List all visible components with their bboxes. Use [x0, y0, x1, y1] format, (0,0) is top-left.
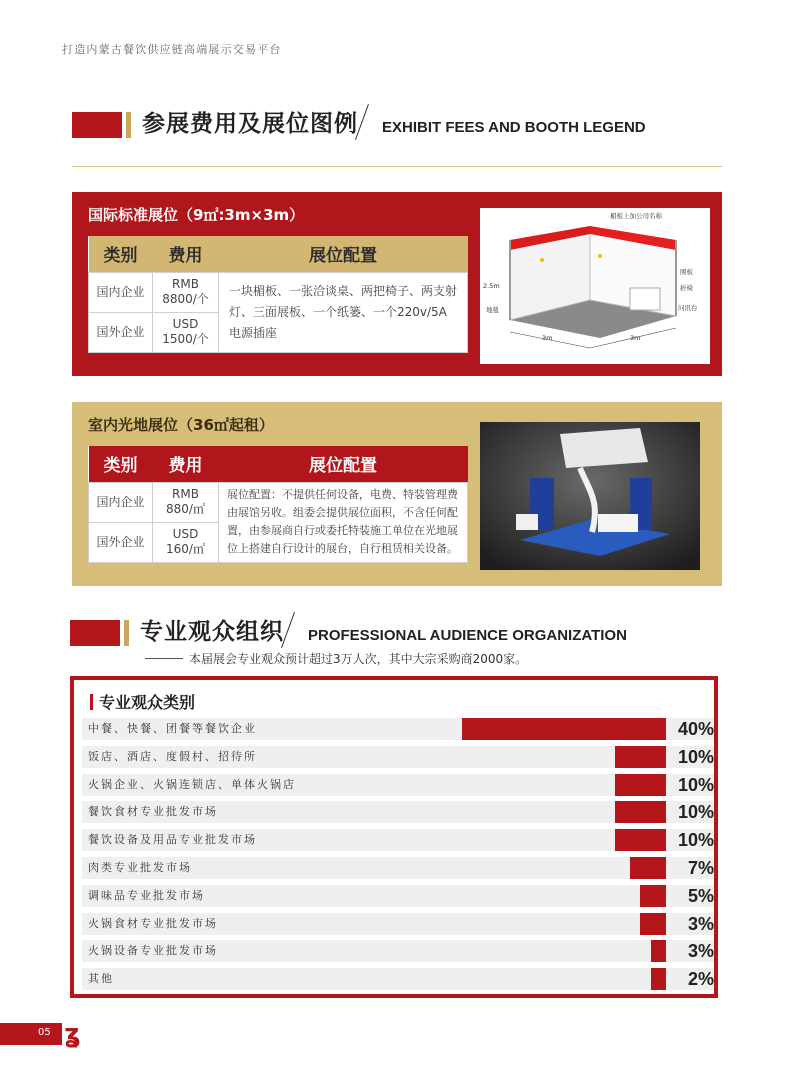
chart-row — [82, 940, 714, 962]
chart-bar — [615, 801, 666, 823]
row-config: 一块楣板、一张洽谈桌、两把椅子、两支射灯、三面展板、一个纸篓、一个220v/5A电源插座 — [219, 272, 468, 352]
row-fee — [153, 312, 219, 352]
table-row — [89, 272, 468, 312]
title-mark — [90, 694, 93, 710]
label-carpet: 地毯 — [486, 306, 499, 314]
standard-booth-panel — [72, 192, 722, 376]
render-counter — [598, 514, 638, 532]
render-desk — [516, 514, 538, 530]
section-header-audience — [0, 612, 627, 646]
chart-bar — [462, 718, 666, 740]
chart-row-label: 肉类专业批发市场 — [88, 860, 192, 874]
chart-row-label: 调味品专业批发市场 — [88, 888, 205, 902]
raw-space-table — [88, 446, 468, 563]
title-slash — [286, 612, 304, 646]
col-fee: 费用 — [153, 446, 219, 482]
table-header-row — [89, 446, 468, 482]
chart-row — [82, 718, 714, 740]
chart-title-text: 专业观众类别 — [99, 693, 196, 712]
footer-bar — [0, 1023, 62, 1045]
chart-row-label: 餐饮食材专业批发市场 — [88, 805, 218, 819]
chart-value-label: 2% — [687, 969, 714, 990]
booth-light — [598, 254, 602, 258]
audience-chart — [70, 676, 718, 998]
raw-space-title: 室内光地展位（36㎡起租） — [88, 416, 274, 434]
header-gold-block — [124, 620, 129, 646]
fee-currency: RMB — [172, 487, 199, 501]
chart-row-label: 其他 — [88, 972, 114, 986]
col-category: 类别 — [89, 236, 153, 272]
header-gold-block — [126, 112, 131, 138]
label-chair: 折椅 — [680, 284, 693, 292]
section-title-cn: 参展费用及展位图例 — [142, 111, 358, 137]
booth-diagram-svg — [480, 208, 710, 364]
chart-row — [82, 774, 714, 796]
chart-rows — [82, 718, 714, 996]
booth-render-svg — [480, 422, 700, 570]
header-red-block — [70, 620, 120, 646]
chart-row-label: 火锅设备专业批发市场 — [88, 944, 218, 958]
row-fee — [153, 272, 219, 312]
chart-row — [82, 829, 714, 851]
fee-price: 160/㎡ — [166, 542, 205, 556]
fee-currency: USD — [172, 317, 199, 331]
col-fee: 费用 — [153, 236, 219, 272]
chart-row — [82, 746, 714, 768]
fee-price: 1500/个 — [162, 332, 209, 346]
raw-space-panel — [72, 402, 722, 586]
chart-value-label: 40% — [677, 719, 714, 739]
fee-price: 8800/个 — [162, 292, 209, 306]
standard-booth-title: 国际标准展位（9㎡:3m×3m） — [88, 206, 305, 224]
chart-value-label: 3% — [687, 941, 714, 962]
row-category: 国内企业 — [89, 482, 153, 522]
label-panel: 围板 — [680, 268, 693, 276]
table-row — [89, 482, 468, 522]
chart-row — [82, 885, 714, 907]
fee-currency: USD — [172, 527, 199, 541]
chart-bar — [615, 829, 666, 851]
chart-value-label: 10% — [677, 802, 714, 823]
label-desk: 问讯台 — [678, 304, 698, 312]
booth-render-image — [480, 422, 700, 570]
chart-row-label: 火锅食材专业批发市场 — [88, 916, 218, 930]
row-category: 国外企业 — [89, 312, 153, 352]
chart-bar — [640, 913, 666, 935]
row-category: 国内企业 — [89, 272, 153, 312]
col-config: 展位配置 — [219, 446, 468, 482]
chart-bar — [651, 968, 666, 990]
label-width: 3m — [630, 334, 641, 342]
chart-row — [82, 857, 714, 879]
chart-value-label: 7% — [687, 857, 714, 878]
render-canopy — [560, 428, 648, 468]
chart-bar — [615, 774, 666, 796]
section-title-en: PROFESSIONAL AUDIENCE ORGANIZATION — [308, 627, 627, 644]
title-slash — [360, 104, 378, 138]
booth-light — [540, 258, 544, 262]
subtitle-text: 本届展会专业观众预计超过3万人次，其中大宗采购商2000家。 — [189, 652, 528, 666]
gold-divider — [72, 166, 722, 167]
standard-booth-table — [88, 236, 468, 353]
page-tagline: 打造内蒙古餐饮供应链高端展示交易平台 — [62, 43, 282, 56]
chart-value-label: 10% — [677, 830, 714, 851]
chart-row-label: 火锅企业、火锅连锁店、单体火锅店 — [88, 777, 296, 791]
row-fee — [153, 522, 219, 562]
chart-row — [82, 913, 714, 935]
page-curl-icon: ʓ — [64, 1019, 81, 1049]
col-category: 类别 — [89, 446, 153, 482]
chart-bar — [630, 857, 666, 879]
chart-row — [82, 968, 714, 990]
label-width: 3m — [542, 334, 553, 342]
booth-desk — [630, 288, 660, 310]
chart-value-label: 10% — [677, 746, 714, 767]
chart-value-label: 3% — [687, 913, 714, 934]
page-number: 05 — [38, 1027, 51, 1038]
label-height: 2.5m — [483, 282, 500, 290]
chart-bar — [615, 746, 666, 768]
chart-bar — [640, 885, 666, 907]
section-title-en: EXHIBIT FEES AND BOOTH LEGEND — [382, 119, 646, 136]
row-fee — [153, 482, 219, 522]
chart-bar — [651, 940, 666, 962]
chart-value-label: 10% — [677, 774, 714, 795]
audience-subtitle — [145, 650, 527, 667]
fee-currency: RMB — [172, 277, 199, 291]
chart-title — [90, 690, 195, 713]
booth-diagram — [480, 208, 710, 364]
row-category: 国外企业 — [89, 522, 153, 562]
fee-price: 880/㎡ — [166, 502, 205, 516]
header-red-block — [72, 112, 122, 138]
chart-value-label: 5% — [687, 885, 714, 906]
section-header-fees — [0, 104, 646, 138]
table-header-row — [89, 236, 468, 272]
chart-row-label: 餐饮设备及用品专业批发市场 — [88, 833, 257, 847]
row-config: 展位配置：不提供任何设备，电费、特装管理费由展馆另收。组委会提供展位面积，不含任何配置，由参展商自行或委托特装施工单位在光地展位上搭建自行设计的展台，自行租赁相关设备。 — [219, 482, 468, 562]
subtitle-dash — [145, 658, 183, 659]
col-config: 展位配置 — [219, 236, 468, 272]
section-title-cn: 专业观众组织 — [140, 619, 284, 645]
chart-row-label: 中餐、快餐、团餐等餐饮企业 — [88, 722, 257, 735]
chart-row — [82, 801, 714, 823]
label-fascia: 楣板上加公司名称 — [610, 212, 662, 220]
chart-row-label: 饭店、酒店、度假村、招待所 — [88, 749, 257, 763]
